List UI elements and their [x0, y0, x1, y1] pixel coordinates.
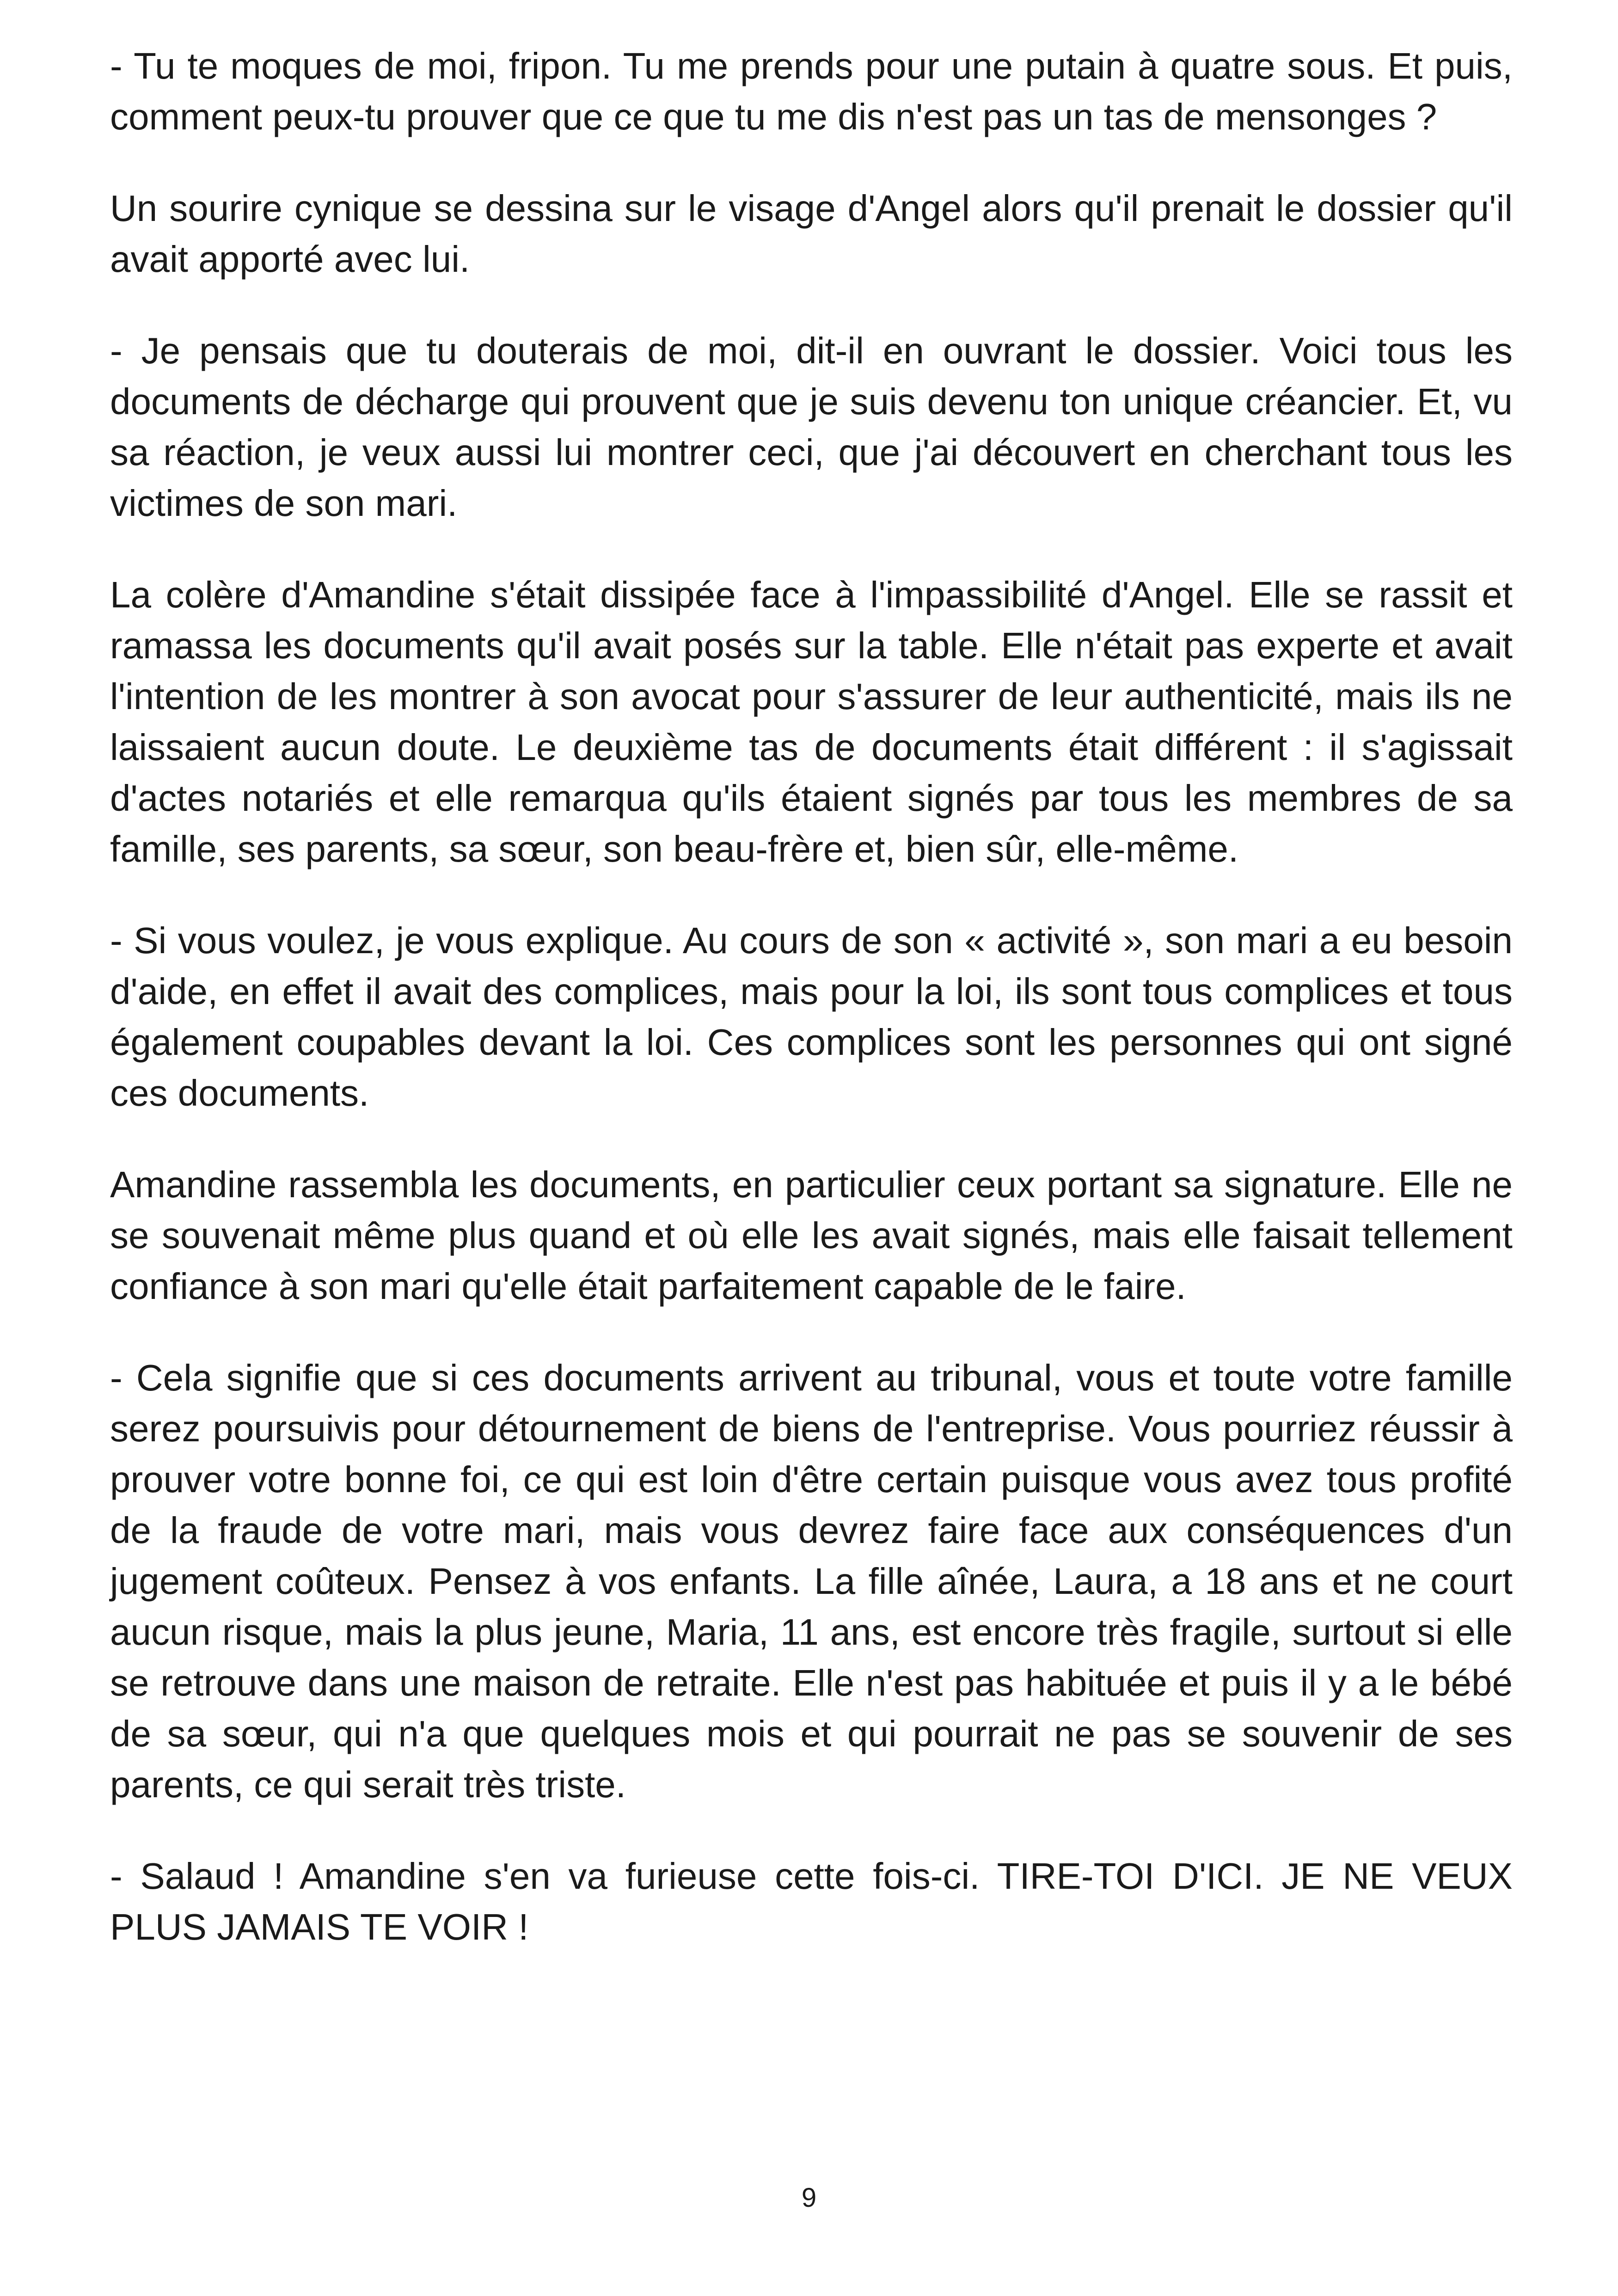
paragraph-1: - Tu te moques de moi, fripon. Tu me prends pour une putain à quatre sous. Et puis, comment peux-tu prouver que ce que tu me dis n'est pas un tas de mensonges ?	[110, 45, 1513, 137]
paragraph-7: - Cela signifie que si ces documents arrivent au tribunal, vous et toute votre famille serez poursuivis pour détournement de biens de l'entreprise. Vous pourriez réussir à prouver votre bonne foi, ce qui est loin d'être certain puisque vous avez tous profité de la fraude de votre mari, mais vous devrez faire face aux conséquences d'un jugement coûteux. Pensez à vos enfants. La fille aînée, Laura, a 18 ans et ne court aucun risque, mais la plus jeune, Maria, 11 ans, est encore très fragile, surtout si elle se retrouve dans une maison de retraite. Elle n'est pas habituée et puis il y a le bébé de sa sœur, qui n'a que quelques mois et qui pourrait ne pas se souvenir de ses parents, ce qui serait très triste.	[110, 1357, 1513, 1805]
page-number: 9	[801, 2183, 817, 2213]
paragraph-6: Amandine rassembla les documents, en particulier ceux portant sa signature. Elle ne se souvenait même plus quand et où elle les avait signés, mais elle faisait tellement confiance à son mari qu'elle était parfaitement capable de le faire.	[110, 1164, 1513, 1307]
paragraph-3: - Je pensais que tu douterais de moi, dit-il en ouvrant le dossier. Voici tous les documents de décharge qui prouvent que je suis devenu ton unique créancier. Et, vu sa réaction, je veux aussi lui montrer ceci, que j'ai découvert en cherchant tous les victimes de son mari.	[110, 330, 1513, 524]
paragraph-5: - Si vous voulez, je vous explique. Au cours de son « activité », son mari a eu besoin d'aide, en effet il avait des complices, mais pour la loi, ils sont tous complices et tous également coupables devant la loi. Ces complices sont les personnes qui ont signé ces documents.	[110, 920, 1513, 1114]
body-text	[110, 41, 1513, 1993]
paragraph-8: - Salaud ! Amandine s'en va furieuse cette fois-ci. TIRE-TOI D'ICI. JE NE VEUX PLUS JAMAIS TE VOIR !	[110, 1855, 1513, 1947]
paragraph-2: Un sourire cynique se dessina sur le visage d'Angel alors qu'il prenait le dossier qu'il avait apporté avec lui.	[110, 188, 1513, 280]
paragraph-4: La colère d'Amandine s'était dissipée face à l'impassibilité d'Angel. Elle se rassit et ramassa les documents qu'il avait posés sur la table. Elle n'était pas experte et avait l'intention de les montrer à son avocat pour s'assurer de leur authenticité, mais ils ne laissaient aucun doute. Le deuxième tas de documents était différent : il s'agissait d'actes notariés et elle remarqua qu'ils étaient signés par tous les membres de sa famille, ses parents, sa sœur, son beau-frère et, bien sûr, elle-même.	[110, 574, 1513, 869]
